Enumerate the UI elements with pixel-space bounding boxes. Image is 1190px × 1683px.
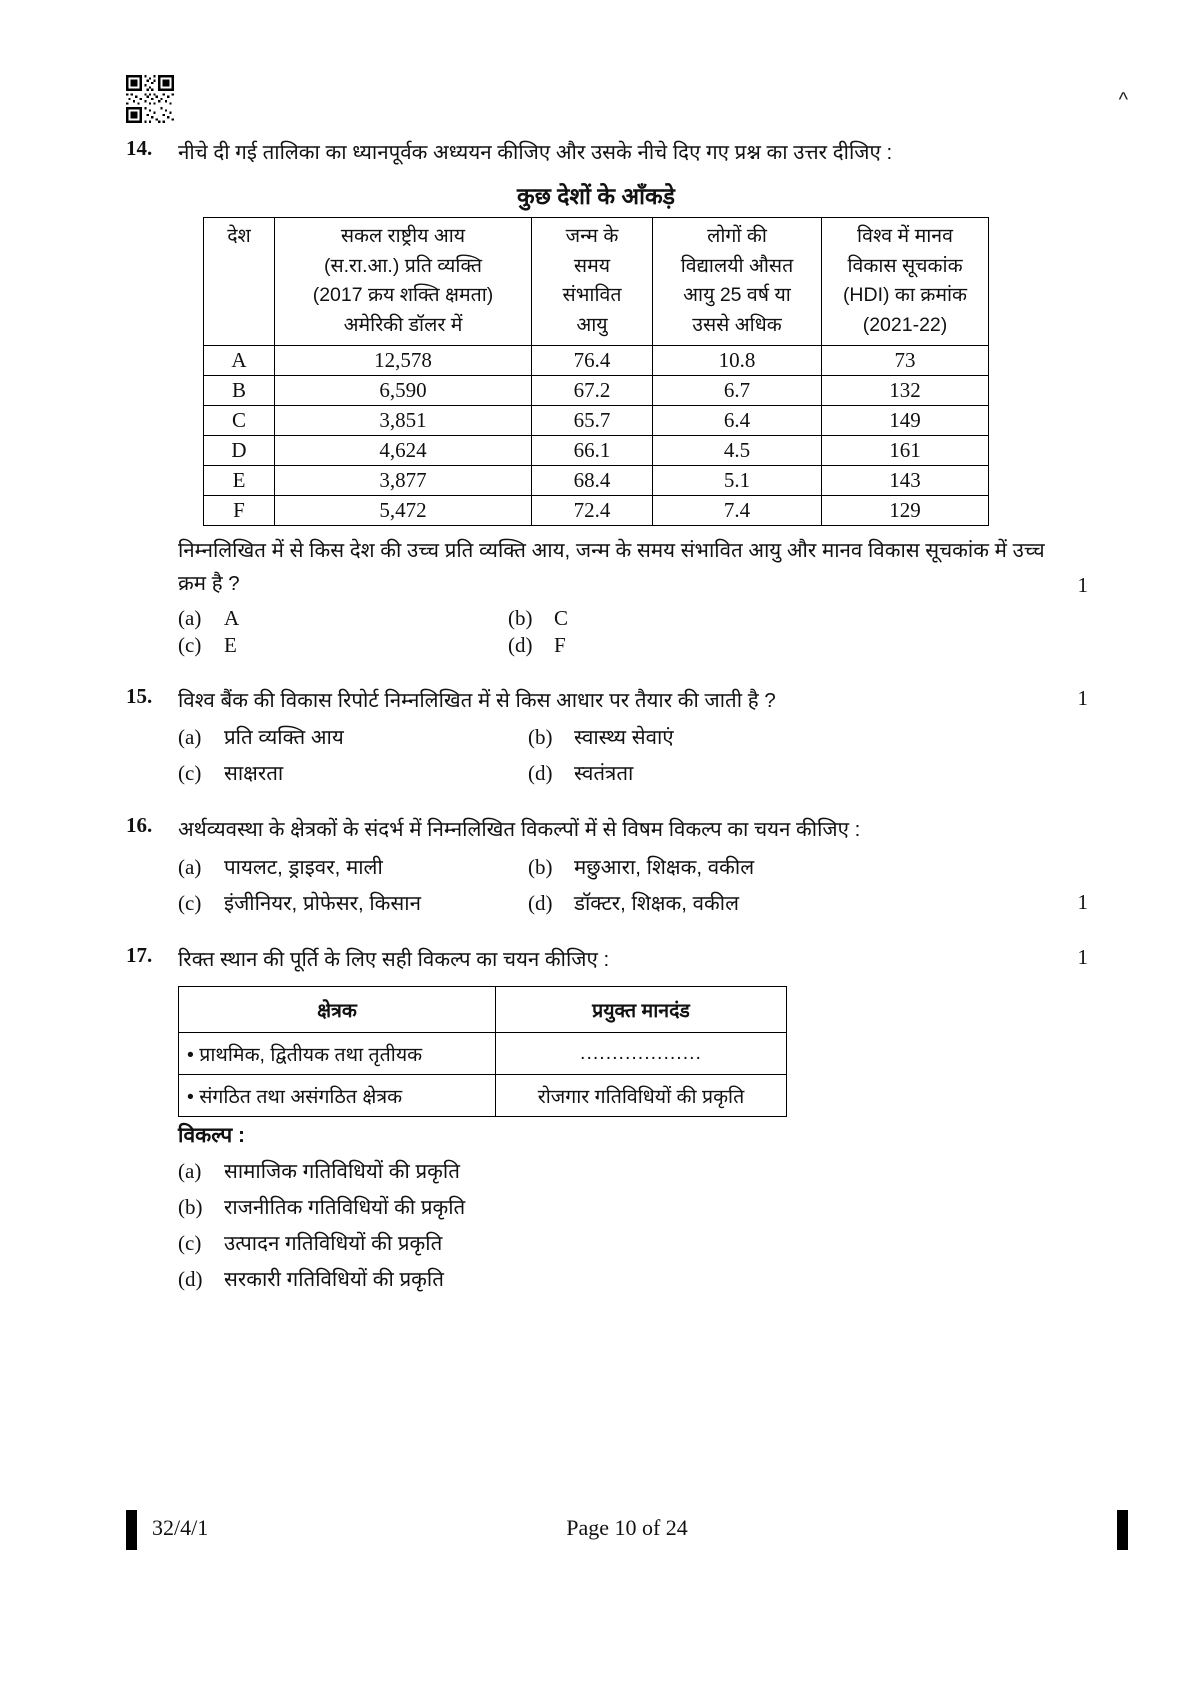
cell-sector: • संगठित तथा असंगठित क्षेत्रक [179,1074,496,1116]
option-label: (b) [178,1194,203,1219]
option-a[interactable] [178,723,528,751]
option-d[interactable] [508,633,566,658]
question-number: 17. [126,942,153,967]
option-row [178,723,1066,751]
option-text: मछुआरा, शिक्षक, वकील [574,855,755,879]
sector-criteria-table [178,986,787,1117]
table-row [179,1074,787,1116]
option-label: (c) [178,890,202,915]
cell-country: F [204,495,275,525]
cell-hdi: 161 [822,435,989,465]
option-b[interactable] [508,606,568,631]
option-b[interactable] [178,1193,465,1221]
cell-sector: • प्राथमिक, द्वितीयक तथा तृतीयक [179,1032,496,1074]
cell-criteria: रोजगार गतिविधियों की प्रकृति [496,1074,787,1116]
cell-gni: 12,578 [275,345,532,375]
question-number: 16. [126,813,153,838]
table-row [179,1032,787,1074]
option-row [178,853,1066,881]
cell-hdi: 143 [822,465,989,495]
cell-gni: 4,624 [275,435,532,465]
option-text: इंजीनियर, प्रोफेसर, किसान [224,891,421,915]
option-label: (c) [178,761,202,786]
question-number: 14. [126,136,153,160]
column-header-gni: सकल राष्ट्रीय आय (स.रा.आ.) प्रति व्यक्ति (2017 क्रय शक्ति क्षमता) अमेरिकी डॉलर में [275,218,532,346]
question-17 [126,942,1088,1293]
table-row [204,345,989,375]
column-header-hdi-rank: विश्व में मानव विकास सूचकांक (HDI) का क्रमांक (2021-22) [822,218,989,346]
cell-country: B [204,375,275,405]
options-16 [178,853,1066,917]
column-header-sector: क्षेत्रक [179,986,496,1032]
cell-school: 7.4 [653,495,822,525]
option-label: (a) [178,725,202,750]
cell-gni: 5,472 [275,495,532,525]
option-row [178,759,1066,787]
column-header-criteria: प्रयुक्त मानदंड [496,986,787,1032]
option-row [178,1157,1066,1185]
cell-hdi: 149 [822,405,989,435]
qr-code-icon [126,75,174,123]
cell-gni: 6,590 [275,375,532,405]
option-label: (c) [178,1230,202,1255]
option-a[interactable] [178,606,508,631]
cell-criteria-blank: ................... [496,1032,787,1074]
caret-up-icon: ^ [1118,89,1128,111]
table-header-row [179,986,787,1032]
option-b[interactable] [528,723,674,751]
option-c[interactable] [178,759,528,787]
cell-life: 67.2 [532,375,653,405]
option-text: प्रति व्यक्ति आय [224,726,344,750]
cell-school: 10.8 [653,345,822,375]
cell-gni: 3,877 [275,465,532,495]
cell-gni: 3,851 [275,405,532,435]
cell-school: 4.5 [653,435,822,465]
table-row [204,375,989,405]
option-label: (c) [178,633,202,658]
marks-value: 1 [1077,889,1088,914]
option-text: स्वास्थ्य सेवाएं [574,726,674,750]
question-list [126,136,1088,1301]
option-text: पायलट, ड्राइवर, माली [224,855,383,879]
question-text: रिक्त स्थान की पूर्ति के लिए सही विकल्प का चयन कीजिए : [178,947,610,971]
cell-country: E [204,465,275,495]
option-label: (d) [528,890,553,915]
options-17 [178,1157,1066,1293]
option-label: (b) [528,725,553,750]
question-14 [126,136,1088,658]
option-label: (a) [178,854,202,879]
option-label: (b) [508,606,533,631]
option-a[interactable] [178,853,528,881]
option-label: (d) [508,633,533,658]
option-d[interactable] [178,1265,444,1293]
page-number: Page 10 of 24 [566,1515,688,1540]
cell-life: 68.4 [532,465,653,495]
option-text: सामाजिक गतिविधियों की प्रकृति [224,1159,460,1183]
option-row [178,633,1066,658]
marks-value: 1 [1077,573,1088,598]
cell-life: 76.4 [532,345,653,375]
option-text: C [554,606,569,631]
column-header-country: देश [204,218,275,346]
question-text: अर्थव्यवस्था के क्षेत्रकों के संदर्भ में निम्नलिखित विकल्पों में से विषम विकल्प का चयन कीजिए : [178,818,861,842]
question-number: 15. [126,684,153,709]
table-row [204,435,989,465]
cell-life: 65.7 [532,405,653,435]
table-row [204,405,989,435]
cell-school: 6.7 [653,375,822,405]
question-16 [126,813,1088,916]
cell-country: C [204,405,275,435]
cell-hdi: 73 [822,345,989,375]
options-14 [178,606,1066,658]
cell-hdi: 132 [822,375,989,405]
option-row [178,1229,1066,1257]
option-d[interactable] [528,889,739,917]
question-text: विश्व बैंक की विकास रिपोर्ट निम्नलिखित में से किस आधार पर तैयार की जाती है ? [178,689,776,713]
option-row [178,889,1066,917]
option-text: राजनीतिक गतिविधियों की प्रकृति [224,1195,466,1219]
country-data-table [203,217,989,526]
table-row [204,495,989,525]
table-title: कुछ देशों के आँकड़े [517,183,675,210]
question-text: नीचे दी गई तालिका का ध्यानपूर्वक अध्ययन कीजिए और उसके नीचे दिए गए प्रश्न का उत्तर दीजिए : [178,141,893,164]
option-text: F [554,633,566,658]
option-a[interactable] [178,1157,460,1185]
option-text: सरकारी गतिविधियों की प्रकृति [224,1267,444,1291]
option-label: (b) [528,854,553,879]
column-header-schooling: लोगों की विद्यालयी औसत आयु 25 वर्ष या उससे अधिक [653,218,822,346]
page-footer [126,1510,1128,1550]
option-c[interactable] [178,1229,442,1257]
cell-life: 72.4 [532,495,653,525]
option-text: E [224,633,237,658]
column-header-life-expectancy: जन्म के समय संभावित आयु [532,218,653,346]
cell-school: 5.1 [653,465,822,495]
option-text: साक्षरता [224,762,284,786]
option-d[interactable] [528,759,633,787]
marks-value: 1 [1077,686,1088,711]
option-label: (d) [528,761,553,786]
option-row [178,606,1066,631]
options-15 [178,723,1066,787]
option-text: डॉक्टर, शिक्षक, वकील [574,891,739,915]
option-text: उत्पादन गतिविधियों की प्रकृति [224,1231,443,1255]
cell-school: 6.4 [653,405,822,435]
option-c[interactable] [178,889,528,917]
cell-hdi: 129 [822,495,989,525]
cell-country: D [204,435,275,465]
sub-question-text: निम्नलिखित में से किस देश की उच्च प्रति व्यक्ति आय, जन्म के समय संभावित आयु और मानव विकास सूचकांक में उच्च क्रम है ? [178,538,1045,595]
option-label: (d) [178,1266,203,1291]
option-row [178,1265,1066,1293]
marks-value: 1 [1077,944,1088,969]
option-label: (a) [178,606,202,631]
question-15 [126,684,1088,787]
option-c[interactable] [178,633,508,658]
table-row [204,465,989,495]
option-text: स्वतंत्रता [574,762,634,786]
option-text: A [224,606,240,631]
option-b[interactable] [528,853,754,881]
option-row [178,1193,1066,1221]
cell-country: A [204,345,275,375]
option-label: (a) [178,1158,202,1183]
options-heading: विकल्प : [178,1123,246,1147]
table-header-row [204,218,989,346]
cell-life: 66.1 [532,435,653,465]
paper-code: 32/4/1 [152,1515,209,1540]
